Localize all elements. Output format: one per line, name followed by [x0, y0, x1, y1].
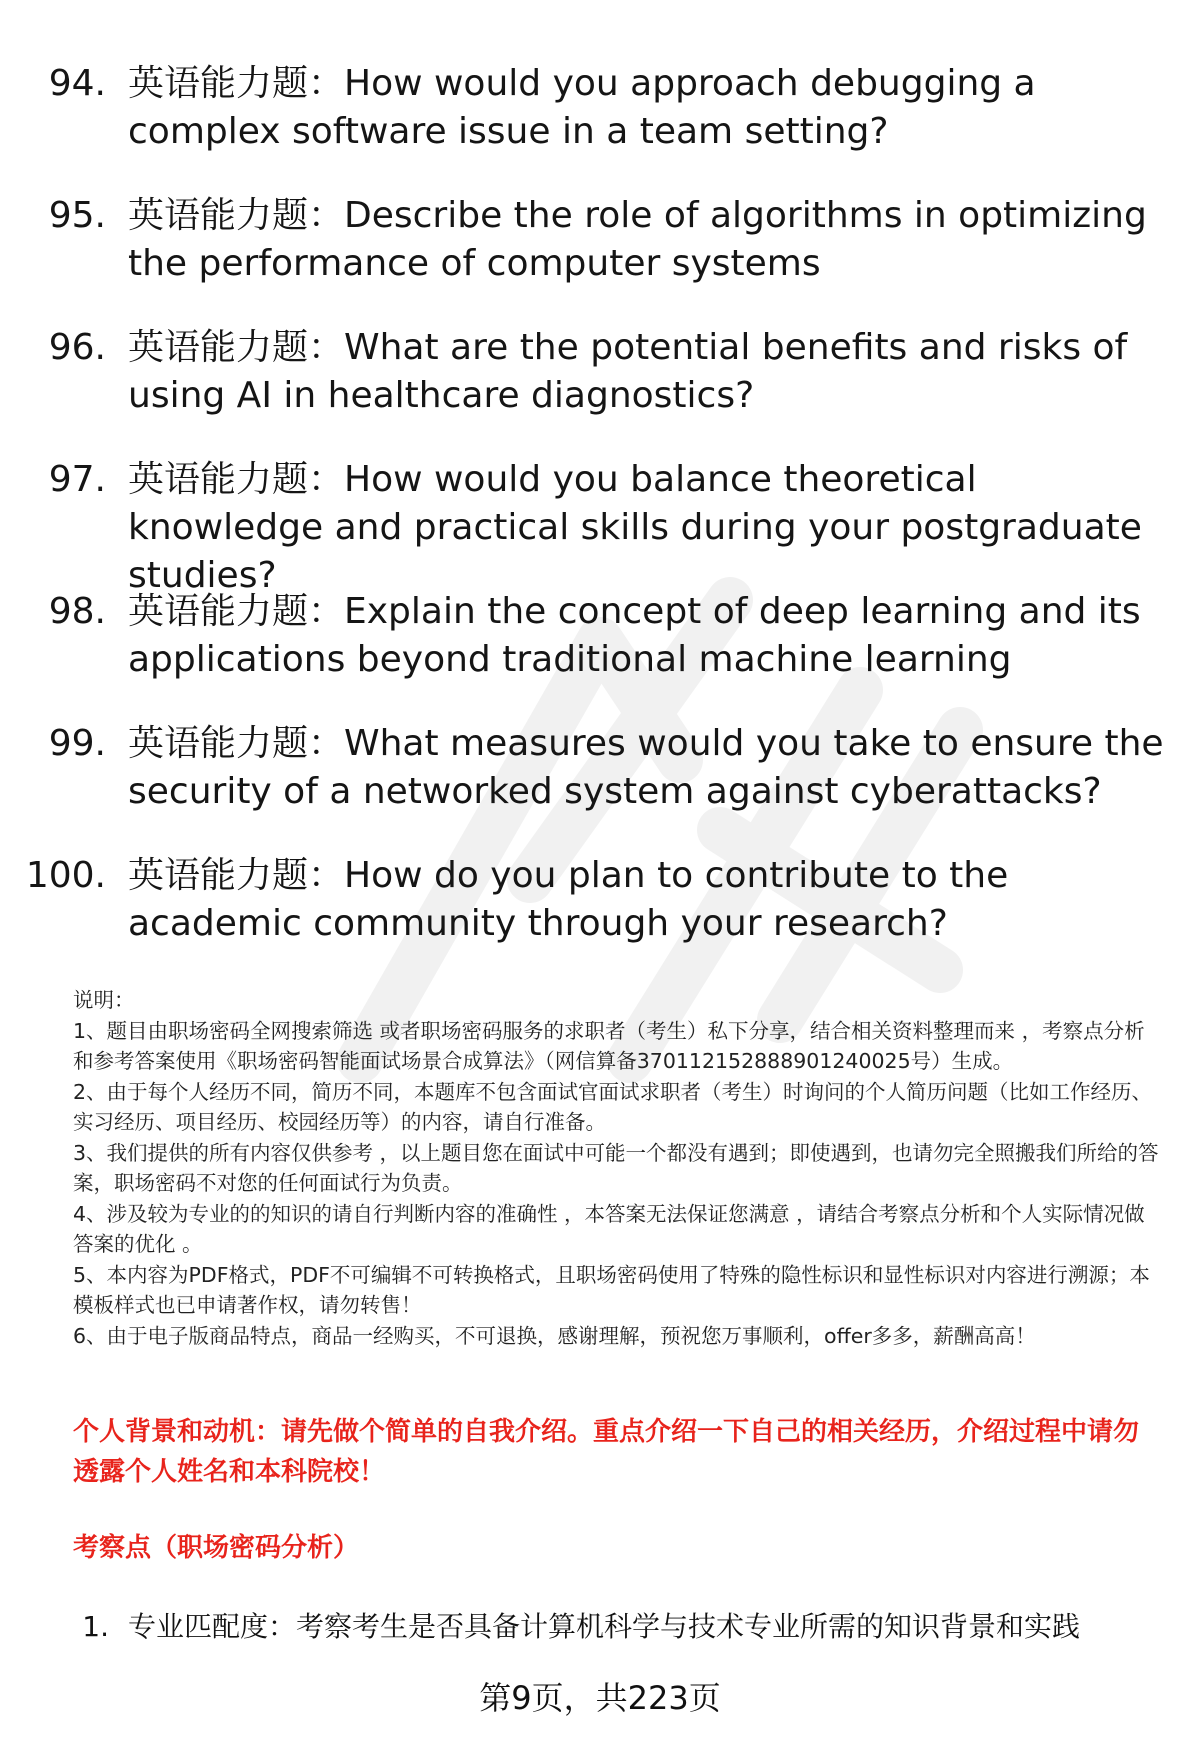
question-number: 96. — [48, 327, 106, 368]
question-number: 95. — [48, 195, 106, 236]
notes-section — [73, 985, 1163, 1351]
notes-heading: 说明： — [73, 988, 135, 1012]
note-item: 6、由于电子版商品特点，商品一经购买，不可退换，感谢理解，预祝您万事顺利，offer多多，薪酬高高！ — [73, 1323, 1036, 1348]
question-item — [0, 324, 1200, 456]
question-text: 英语能力题：How do you plan to contribute to the academic community through your research? — [128, 855, 1009, 944]
question-text: 英语能力题：How would you approach debugging a complex software issue in a team setting? — [128, 63, 1036, 152]
question-text: 英语能力题：Explain the concept of deep learning and its applications beyond traditional machine learning — [128, 591, 1141, 680]
intro-question: 个人背景和动机：请先做个简单的自我介绍。重点介绍一下自己的相关经历，介绍过程中请勿透露个人姓名和本科院校！ — [73, 1417, 1140, 1487]
question-item — [0, 456, 1200, 596]
note-item: 5、本内容为PDF格式，PDF不可编辑不可转换格式，且职场密码使用了特殊的隐性标识和显性标识对内容进行溯源；本模板样式也已申请著作权，请勿转售！ — [73, 1262, 1150, 1317]
exam-point-text: 专业匹配度：考察考生是否具备计算机科学与技术专业所需的知识背景和实践 — [128, 1610, 1081, 1643]
question-text: 英语能力题：What measures would you take to ensure the security of a networked system against cyberattacks? — [128, 723, 1164, 812]
note-item: 2、由于每个人经历不同，简历不同，本题库不包含面试官面试求职者（考生）时询问的个人简历问题（比如工作经历、实习经历、项目经历、校园经历等）的内容，请自行准备。 — [73, 1079, 1153, 1134]
question-list — [0, 60, 1200, 984]
question-number: 97. — [48, 459, 106, 500]
question-text: 英语能力题：Describe the role of algorithms in optimizing the performance of computer systems — [128, 195, 1147, 284]
question-number: 94. — [48, 63, 106, 104]
note-item: 4、涉及较为专业的的知识的请自行判断内容的准确性 ，本答案无法保证您满意 ，请结合考察点分析和个人实际情况做答案的优化 。 — [73, 1201, 1145, 1256]
question-number: 99. — [48, 723, 106, 764]
exam-points-heading: 考察点（职场密码分析） — [73, 1533, 360, 1563]
question-number: 100. — [25, 855, 106, 896]
question-item — [0, 588, 1200, 720]
question-number: 98. — [48, 591, 106, 632]
question-item — [0, 60, 1200, 192]
question-text: 英语能力题：How would you balance theoretical knowledge and practical skills during your postgraduate studies? — [128, 459, 1142, 596]
question-item — [0, 852, 1200, 984]
note-item: 3、我们提供的所有内容仅供参考 ，以上题目您在面试中可能一个都没有遇到；即使遇到，也请勿完全照搬我们所给的答案，职场密码不对您的任何面试行为负责。 — [73, 1140, 1159, 1195]
exam-point-number: 1. — [82, 1610, 109, 1643]
exam-point-item — [0, 1604, 1200, 1650]
page-footer: 第9页，共223页 — [479, 1679, 721, 1717]
question-text: 英语能力题：What are the potential benefits and risks of using AI in healthcare diagnostics? — [128, 327, 1128, 416]
question-item — [0, 192, 1200, 324]
note-item: 1、题目由职场密码全网搜索筛选 或者职场密码服务的求职者（考生）私下分享，结合相关资料整理而来 ，考察点分析和参考答案使用《职场密码智能面试场景合成算法》（网信算备370112152888901240025号）生成。 — [73, 1018, 1145, 1073]
question-item — [0, 720, 1200, 852]
